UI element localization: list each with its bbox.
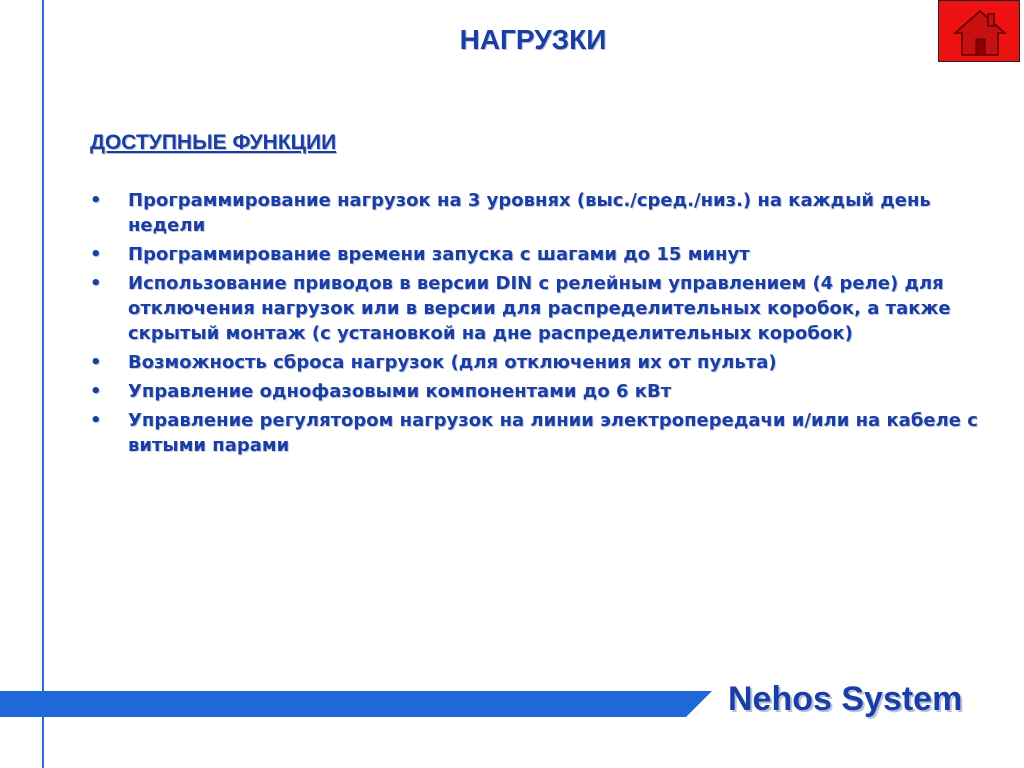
list-item-text: Программирование времени запуска с шагами до 15 минут (128, 244, 750, 265)
list-item (88, 188, 980, 238)
list-item (88, 408, 980, 458)
list-item-text: Программирование нагрузок на 3 уровнях (выс./сред./низ.) на каждый день недели (128, 190, 931, 236)
home-button[interactable] (938, 0, 1020, 62)
list-item-text: Управление однофазовыми компонентами до 6 кВт (128, 381, 672, 402)
bullet-icon: • (90, 381, 102, 402)
list-item-text: Возможность сброса нагрузок (для отключения их от пульта) (128, 352, 777, 373)
list-item (88, 379, 980, 404)
list-item (88, 350, 980, 375)
section-subtitle: ДОСТУПНЫЕ ФУНКЦИИ (90, 131, 337, 154)
left-accent-line (42, 0, 44, 768)
list-item (88, 271, 980, 346)
list-item-text: Управление регулятором нагрузок на линии электропередачи и/или на кабеле с витыми парами (128, 410, 978, 456)
list-item-text: Использование приводов в версии DIN с релейным управлением (4 реле) для отключения нагрузок или в версии для распределительных коробок, а также скрытый монтаж (с установкой на дне распределительных коробок) (128, 273, 951, 344)
footer-band (0, 691, 712, 717)
bullet-icon: • (90, 244, 102, 265)
bullet-icon: • (90, 352, 102, 373)
bullet-icon: • (90, 273, 102, 294)
bullet-icon: • (90, 410, 102, 431)
page-title: НАГРУЗКИ (459, 24, 607, 55)
feature-list (88, 188, 980, 462)
list-item (88, 242, 980, 267)
bullet-icon: • (90, 190, 102, 211)
home-icon (953, 5, 1007, 59)
brand-logo-text: Nehos System (728, 680, 963, 718)
